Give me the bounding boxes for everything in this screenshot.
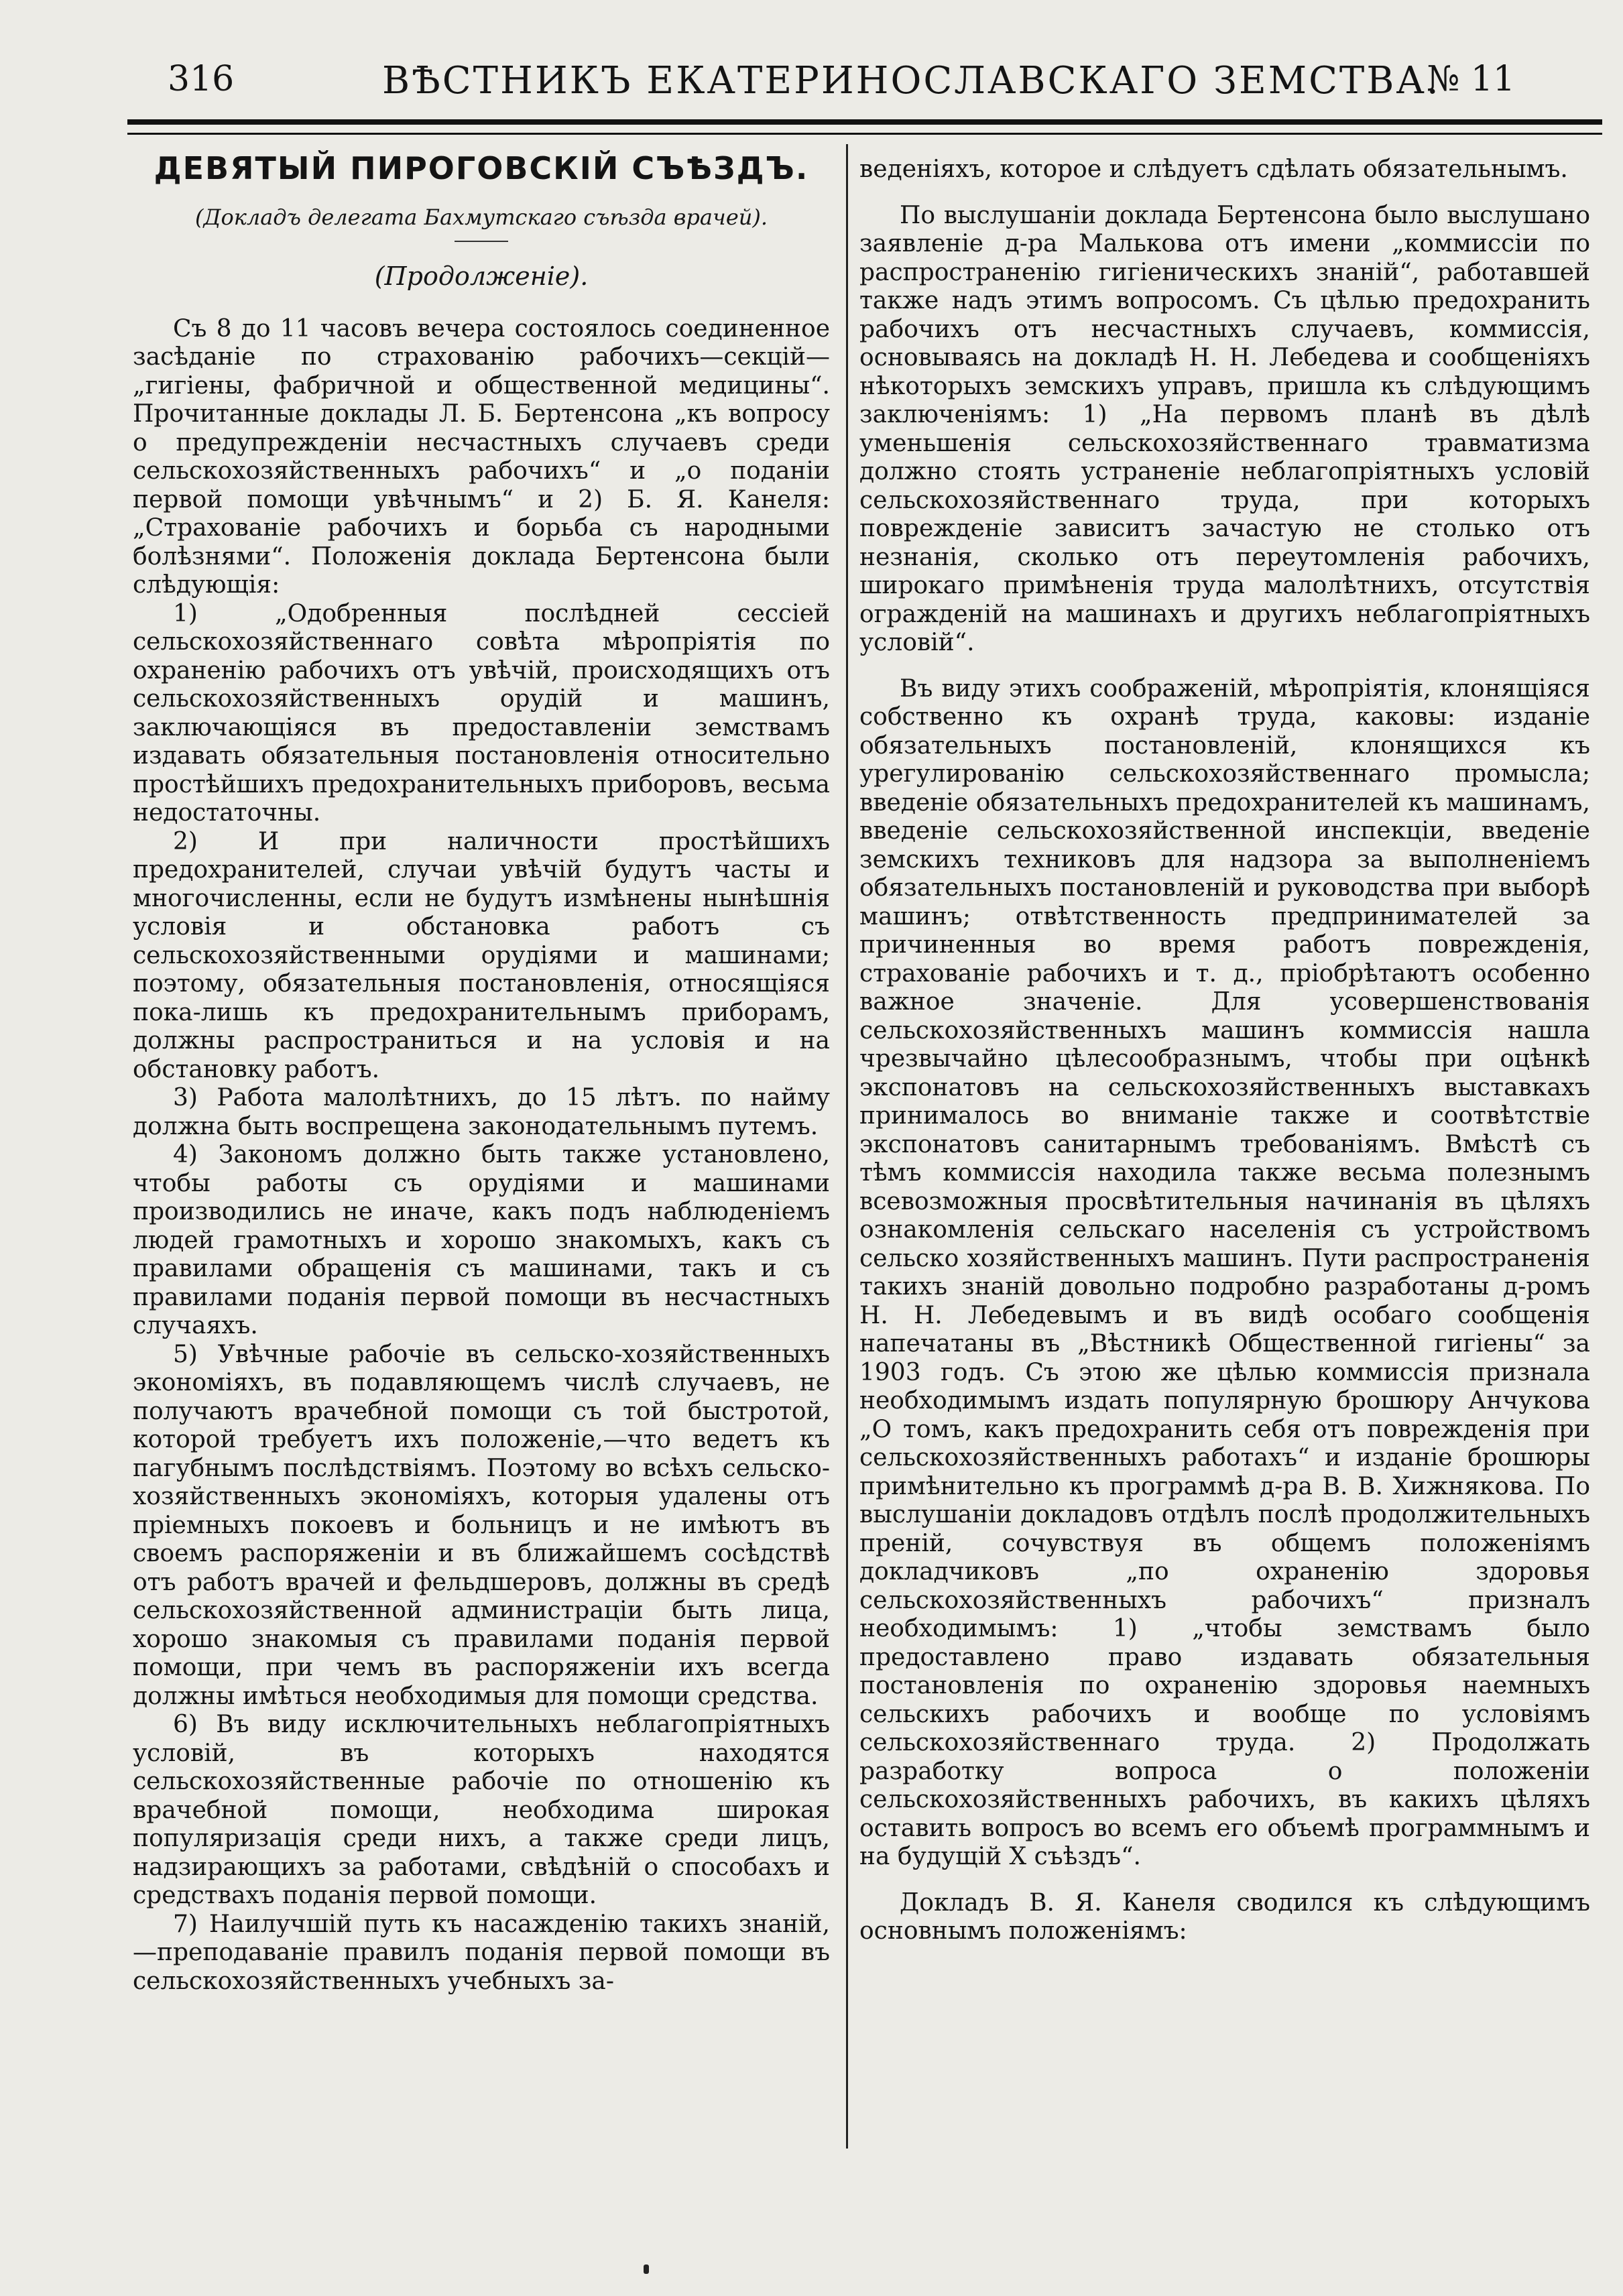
title-divider: [455, 241, 508, 242]
page-mark: [644, 2264, 649, 2274]
paragraph: 3) Работа малолѣтнихъ, до 15 лѣтъ. по найму должна быть воспрещена законодательнымъ путемъ.: [133, 1084, 830, 1140]
article-title: ДЕВЯТЫЙ ПИРОГОВСКІЙ СЪѢЗДЪ.: [154, 150, 809, 186]
left-column: [133, 150, 830, 1996]
paragraph: 7) Наилучшій путь къ насажденію такихъ знаній,—преподаваніе правилъ поданія первой помощи въ сельскохозяйственныхъ учебныхъ за-: [133, 1910, 830, 1995]
paragraph: 5) Увѣчные рабочіе въ сельско-хозяйственныхъ экономіяхъ, въ подавляющемъ числѣ случаевъ, не получаютъ врачебной помощи съ той быстротой, которой требуетъ ихъ положеніе,—что ведетъ къ пагубнымъ послѣдствіямъ. Поэтому во всѣхъ сельско-хозяйственныхъ экономіяхъ, которыя удалены отъ пріемныхъ покоевъ и больницъ и не имѣютъ въ своемъ распоряженіи и въ ближайшемъ сосѣдствѣ отъ работъ врачей и фельдшеровъ, должны въ средѣ сельскохозяйственной администраціи быть лица, хорошо знакомыя съ правилами поданія первой помощи, при чемъ въ распоряженіи ихъ всегда должны имѣться необходимыя для помощи средства.: [133, 1340, 830, 1710]
paragraph: По выслушаніи доклада Бертенсона было выслушано заявленіе д-ра Малькова отъ имени „коммиссіи по распространенію гигіеническихъ знаній“, работавшей также надъ этимъ вопросомъ. Съ цѣлью предохранить рабочихъ отъ несчастныхъ случаевъ, коммиссія, основываясь на докладѣ Н. Н. Лебедева и сообщеніяхъ нѣкоторыхъ земскихъ управъ, пришла къ слѣдующимъ заключеніямъ: 1) „На первомъ планѣ въ дѣлѣ уменьшенія сельскохозяйственнаго травматизма должно стоять устраненіе неблагопріятныхъ условій сельскохозяйственнаго труда, при которыхъ поврежденіе зависитъ зачастую не столько отъ незнанія, сколько отъ переутомленія рабочихъ, широкаго примѣненія труда малолѣтнихъ, отсутствія огражденій на машинахъ и другихъ неблагопріятныхъ условій“.: [859, 201, 1590, 656]
header-rule: [127, 119, 1602, 135]
column-divider: [846, 144, 848, 2149]
paragraph: Съ 8 до 11 часовъ вечера состоялось соединенное засѣданіе по страхованію рабочихъ—секцій—„гигіены, фабричной и общественной медицины“. Прочитанные доклады Л. Б. Бертенсона „къ вопросу о предупрежденіи несчастныхъ случаевъ среди сельскохозяйственныхъ рабочихъ“ и „о поданіи первой помощи увѣчнымъ“ и 2) Б. Я. Канеля: „Страхованіе рабочихъ и борьба съ народными болѣзнями“. Положенія доклада Бертенсона были слѣдующія:: [133, 314, 830, 599]
continuation-note: (Продолженіе).: [374, 261, 589, 291]
paragraph: 4) Закономъ должно быть также установлено, чтобы работы съ орудіями и машинами производились не иначе, какъ подъ наблюденіемъ людей грамотныхъ и хорошо знакомыхъ, какъ съ правилами обращенія съ машинами, такъ и съ правилами поданія первой помощи въ несчастныхъ случаяхъ.: [133, 1141, 830, 1339]
paragraph: Докладъ В. Я. Канеля сводился къ слѣдующимъ основнымъ положеніямъ:: [859, 1888, 1590, 1945]
paragraph: 2) И при наличности простѣйшихъ предохранителей, случаи увѣчій будутъ часты и многочисленны, если не будутъ измѣнены нынѣшнія условія и обстановка работъ съ сельскохозяйственными орудіями и машинами; поэтому, обязательныя постановленія, относящіяся пока-лишь къ предохранительнымъ приборамъ, должны распространиться и на условія и на обстановку работъ.: [133, 827, 830, 1083]
page-header: [147, 59, 1542, 113]
issue-number: № 11: [1427, 59, 1515, 99]
right-column: [859, 156, 1590, 1946]
paragraph: 1) „Одобренныя послѣдней сессіей сельскохозяйственнаго совѣта мѣропріятія по охраненію рабочихъ отъ увѣчій, происходящихъ отъ сельскохозяйственныхъ орудій и машинъ, заключающіяся въ предоставленіи земствамъ издавать обязательныя постановленія относительно простѣйшихъ предохранительныхъ приборовъ, весьма недостаточны.: [133, 599, 830, 827]
journal-title: ВѢСТНИКЪ ЕКАТЕРИНОСЛАВСКАГО ЗЕМСТВА.: [382, 59, 1441, 103]
paragraph: 6) Въ виду исключительныхъ неблагопріятныхъ условій, въ которыхъ находятся сельскохозяйственные рабочіе по отношенію къ врачебной помощи, необходима широкая популяризація среди нихъ, а также среди лицъ, надзирающихъ за работами, свѣдѣній о способахъ и средствахъ поданія первой помощи.: [133, 1711, 830, 1909]
page-number: 316: [168, 59, 235, 99]
paragraph: Въ виду этихъ соображеній, мѣропріятія, клонящіяся собственно къ охранѣ труда, каковы: изданіе обязательныхъ постановленій, клонящихся къ урегулированію сельскохозяйственнаго промысла; введеніе обязательныхъ предохранителей къ машинамъ, введеніе сельскохозяйственной инспекціи, введеніе земскихъ техниковъ для надзора за выполненіемъ обязательныхъ постановленій и руководства при выборѣ машинъ; отвѣтственность предпринимателей за причиненныя во время работъ поврежденія, страхованіе рабочихъ и т. д., пріобрѣтаютъ особенно важное значеніе. Для усовершенствованія сельскохозяйственныхъ машинъ коммиссія нашла чрезвычайно цѣлесообразнымъ, чтобы при оцѣнкѣ экспонатовъ на сельскохозяйственныхъ выставкахъ принималось во вниманіе также и соотвѣтствіе экспонатовъ санитарнымъ требованіямъ. Вмѣстѣ съ тѣмъ коммиссія находила также весьма полезнымъ всевозможныя просвѣтительныя начинанія въ цѣляхъ ознакомленія сельскаго населенія съ устройствомъ сельско хозяйственныхъ машинъ. Пути распространенія такихъ знаній довольно подробно разработаны д-ромъ Н. Н. Лебедевымъ и въ видѣ особаго сообщенія напечатаны въ „Вѣстникѣ Общественной гигіены“ за 1903 годъ. Съ этою же цѣлью коммиссія признала необходимымъ издать популярную брошюру Анчукова „О томъ, какъ предохранить себя отъ поврежденія при сельскохозяйственныхъ работахъ“ и изданіе брошюры примѣнительно къ программѣ д-ра В. В. Хижнякова. По выслушаніи докладовъ отдѣлъ послѣ продолжительныхъ преній, сочувствуя въ общемъ положеніямъ докладчиковъ „по охраненію здоровья сельскохозяйственныхъ рабочихъ“ призналъ необходимымъ: 1) „чтобы земствамъ было предоставлено право издавать обязательныя постановленія по охраненію здоровья наемныхъ сельскихъ рабочихъ и вообще по условіямъ сельскохозяйственнаго труда. 2) Продолжать разработку вопроса о положеніи сельскохозяйственныхъ рабочихъ, въ какихъ цѣляхъ оставить вопросъ во всемъ его объемѣ программнымъ и на будущій X съѣздъ“.: [859, 674, 1590, 1870]
paragraph: веденіяхъ, которое и слѣдуетъ сдѣлать обязательнымъ.: [859, 156, 1568, 183]
article-subtitle: (Докладъ делегата Бахмутскаго съѣзда врачей).: [194, 204, 768, 230]
